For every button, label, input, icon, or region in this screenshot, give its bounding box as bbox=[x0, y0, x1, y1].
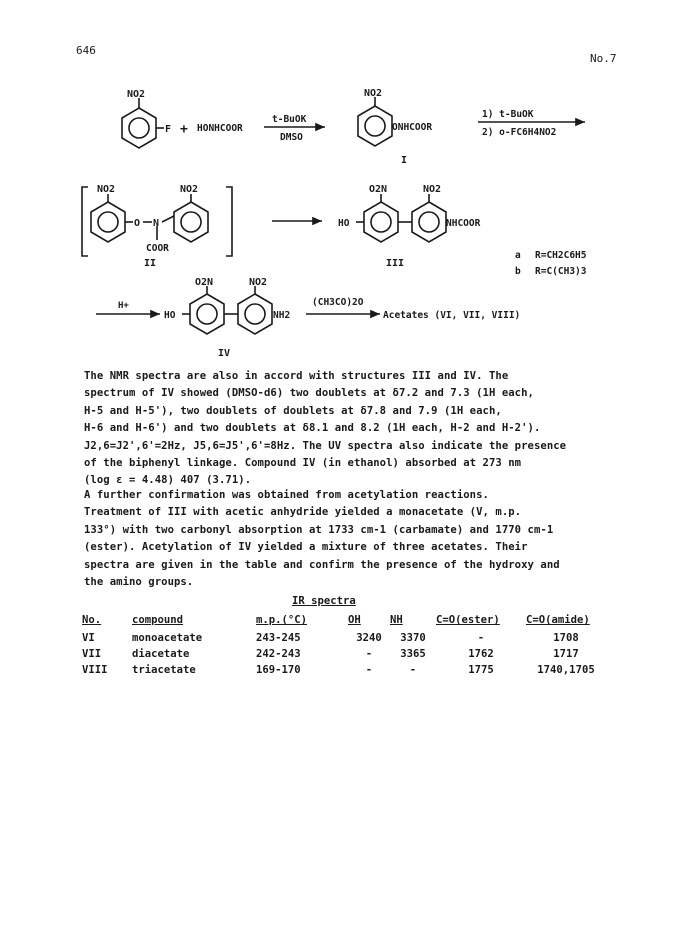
acid-label: H+ bbox=[118, 301, 129, 311]
product-i-no2: NO2 bbox=[364, 88, 383, 99]
ii-oxygen: O bbox=[134, 218, 141, 229]
compound-iii-biphenyl bbox=[356, 194, 446, 242]
cell-compound: monoacetate bbox=[132, 632, 203, 644]
reaction-scheme bbox=[0, 0, 680, 360]
text-line: 133°) with two carbonyl absorption at 1733 cm-1 (carbamate) and 1770 cm-1 bbox=[84, 523, 554, 536]
text-line: spectra are given in the table and confirm the presence of the hydroxy and bbox=[84, 558, 560, 571]
bracket-left bbox=[82, 187, 88, 256]
iv-ho: HO bbox=[164, 310, 176, 321]
col-header-co-amide: C=O(amide) bbox=[526, 614, 590, 626]
product-i-group: ONHCOOR bbox=[392, 122, 433, 133]
cell-mp: 169-170 bbox=[256, 664, 301, 676]
arrow2-step2: 2) o-FC6H4NO2 bbox=[482, 127, 557, 138]
text-line: H-5 and H-5'), two doublets of doublets at δ7.8 and 7.9 (1H each, bbox=[84, 404, 502, 417]
cell-co-amide: 1740,1705 bbox=[537, 664, 595, 676]
cell-co-amide: 1708 bbox=[553, 632, 579, 644]
cell-mp: 242-243 bbox=[256, 648, 301, 660]
cell-nh: - bbox=[409, 664, 417, 676]
r-a-letter: a bbox=[515, 250, 521, 261]
page-number: 646 bbox=[76, 44, 96, 57]
reactant-f: F bbox=[165, 124, 172, 135]
cell-co-amide: 1717 bbox=[553, 648, 579, 660]
bracket-right bbox=[226, 187, 232, 256]
text-line: The NMR spectra are also in accord with structures III and IV. The bbox=[84, 370, 509, 382]
acetates-label: Acetates (VI, VII, VIII) bbox=[383, 310, 521, 321]
text-line: spectrum of IV showed (DMSO-d6) two doublets at δ7.2 and 7.3 (1H each, bbox=[84, 387, 534, 400]
cell-co-ester: - bbox=[477, 632, 485, 644]
cell-compound: diacetate bbox=[132, 648, 190, 660]
col-header-oh: OH bbox=[348, 614, 361, 626]
text-line: the amino groups. bbox=[84, 576, 194, 589]
plus-sign: + bbox=[180, 122, 188, 137]
arrow1-top-label: t-BuOK bbox=[272, 114, 307, 125]
text-line: (log ε = 4.48) 407 (3.71). bbox=[84, 474, 252, 487]
cell-co-ester: 1762 bbox=[468, 648, 494, 660]
ii-coor: COOR bbox=[146, 243, 169, 254]
col-header-no: No. bbox=[82, 614, 102, 626]
iv-no2: NO2 bbox=[249, 277, 268, 288]
iv-o2n: O2N bbox=[195, 277, 214, 288]
cell-no: VI bbox=[82, 632, 95, 644]
cell-oh: - bbox=[365, 648, 373, 660]
table-row bbox=[82, 646, 606, 662]
table-header-row bbox=[82, 612, 606, 630]
ii-nitrogen: N bbox=[153, 218, 160, 229]
iii-label: III bbox=[386, 258, 405, 269]
reactant-no2: NO2 bbox=[127, 89, 146, 100]
cell-nh: 3365 bbox=[400, 648, 426, 660]
text-line: of the biphenyl linkage. Compound IV (in ethanol) absorbed at 273 nm bbox=[84, 457, 522, 470]
paragraph-nmr bbox=[84, 368, 614, 490]
cell-co-ester: 1775 bbox=[468, 664, 494, 676]
iii-no2: NO2 bbox=[423, 184, 442, 195]
text-line: J2,6=J2',6'=2Hz, J5,6=J5',6'=8Hz. The UV spectra also indicate the presence bbox=[84, 439, 567, 452]
reagent-hydroxamate: HONHCOOR bbox=[197, 123, 243, 134]
col-header-co-ester: C=O(ester) bbox=[436, 614, 500, 626]
cell-oh: - bbox=[365, 664, 373, 676]
cell-oh: 3240 bbox=[356, 632, 382, 644]
text-line: A further confirmation was obtained from acetylation reactions. bbox=[84, 489, 489, 501]
table-row bbox=[82, 662, 606, 678]
cell-no: VIII bbox=[82, 664, 108, 676]
iii-nhcoor: NHCOOR bbox=[446, 218, 481, 229]
benzene-ring-reactant bbox=[122, 98, 164, 148]
ir-spectra-table bbox=[82, 612, 606, 678]
r-b-letter: b bbox=[515, 266, 521, 277]
r-b-definition: R=C(CH3)3 bbox=[535, 266, 587, 277]
ii-no2-left: NO2 bbox=[97, 184, 116, 195]
benzene-ring-product-i bbox=[358, 97, 392, 146]
r-a-definition: R=CH2C6H5 bbox=[535, 250, 587, 261]
text-line: (ester). Acetylation of IV yielded a mixture of three acetates. Their bbox=[84, 541, 528, 554]
ii-no2-right: NO2 bbox=[180, 184, 199, 195]
iii-ho: HO bbox=[338, 218, 350, 229]
cell-mp: 243-245 bbox=[256, 632, 301, 644]
iii-o2n: O2N bbox=[369, 184, 388, 195]
cell-nh: 3370 bbox=[400, 632, 426, 644]
paragraph-acetylation bbox=[84, 487, 614, 591]
arrow2-step1: 1) t-BuOK bbox=[482, 109, 534, 120]
iv-label: IV bbox=[218, 348, 231, 359]
text-line: Treatment of III with acetic anhydride yielded a monacetate (V, m.p. bbox=[84, 506, 522, 519]
col-header-mp: m.p.(°C) bbox=[256, 614, 308, 626]
ii-label: II bbox=[144, 258, 157, 269]
acetylation-reagent: (CH3CO)2O bbox=[312, 297, 364, 308]
issue-number: No.7 bbox=[590, 52, 617, 65]
compound-iv-biphenyl bbox=[182, 286, 272, 334]
iv-nh2: NH2 bbox=[273, 310, 291, 321]
table-row bbox=[82, 630, 606, 646]
text-line: H-6 and H-6') and two doublets at δ8.1 and 8.2 (1H each, H-2 and H-2'). bbox=[84, 422, 541, 435]
product-i-label: I bbox=[401, 155, 408, 166]
col-header-compound: compound bbox=[132, 614, 184, 626]
ir-table-title: IR spectra bbox=[292, 595, 356, 607]
cell-no: VII bbox=[82, 648, 102, 660]
intermediate-ii-rings bbox=[91, 194, 208, 242]
arrow1-bottom-label: DMSO bbox=[280, 132, 303, 143]
col-header-nh: NH bbox=[390, 614, 403, 626]
cell-compound: triacetate bbox=[132, 664, 196, 676]
